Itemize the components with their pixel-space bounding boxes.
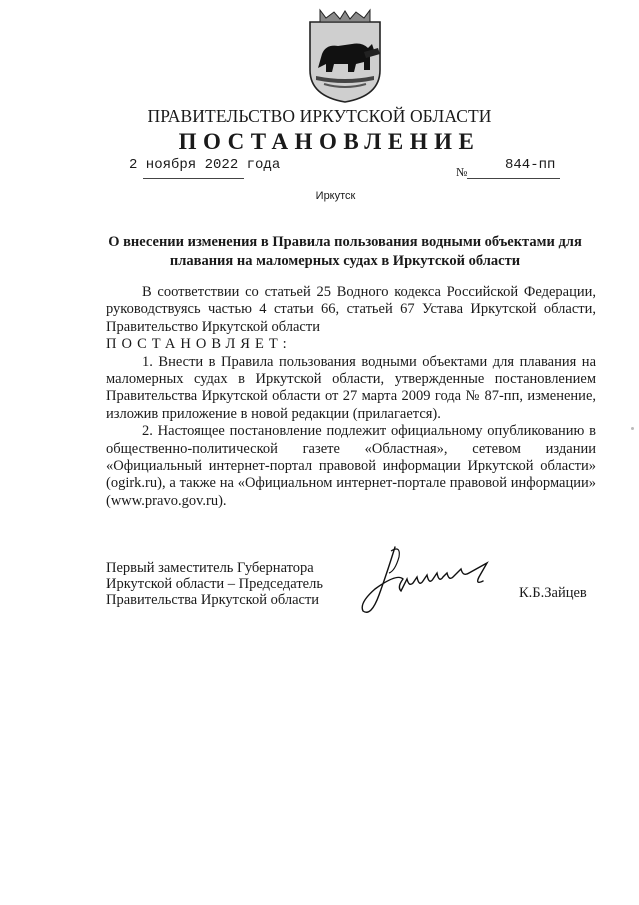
city-label: Иркутск: [315, 190, 356, 202]
resolve-heading: ПОСТАНОВЛЯЕТ:: [106, 336, 292, 353]
title-line-2: плавания на маломерных судах в Иркутской области: [169, 253, 521, 269]
number-underline: [467, 178, 560, 179]
signer-name: К.Б.Зайцев: [519, 585, 587, 601]
document-number: 844-пп: [505, 157, 556, 173]
signer-position-line-3: Правительства Иркутской области: [106, 592, 320, 608]
document-type: ПОСТАНОВЛЕНИЕ: [178, 129, 481, 154]
number-sign: №: [456, 165, 468, 179]
scan-speck: [631, 427, 634, 430]
date-underline: [143, 178, 244, 179]
document-title: [90, 233, 600, 271]
preamble-paragraph: В соответствии со статьей 25 Водного кодекса Российской Федерации, руководствуясь частью 4 статьи 66, статьей 67 Устава Иркутской области, Правительство Иркутской области: [106, 284, 596, 335]
signer-position-line-1: Первый заместитель Губернатора: [106, 560, 314, 576]
handwritten-signature: [357, 543, 507, 625]
item-1-paragraph: 1. Внести в Правила пользования водными объектами для плавания на маломерных судах в Иркутской области, утвержденные постановлением Правительства Иркутской области от 27 марта 2009 года № 87-пп, изменение, изложив приложение в новой редакции (прилагается).: [106, 353, 596, 422]
signer-position-line-2: Иркутской области – Председатель: [106, 576, 323, 592]
organization-name: ПРАВИТЕЛЬСТВО ИРКУТСКОЙ ОБЛАСТИ: [147, 106, 492, 126]
document-body: [106, 284, 596, 510]
signer-position: [106, 560, 323, 608]
coat-of-arms-emblem: [304, 8, 386, 104]
item-2-paragraph: 2. Настоящее постановление подлежит официальному опубликованию в общественно-политической газете «Областная», сетевом издании «Официальный интернет-портал правовой информации Иркутской области» (ogirk.ru), а также на «Официальном интернет-портале правовой информации» (www.pravo.gov.ru).: [106, 423, 596, 509]
document-date: 2 ноября 2022 года: [129, 157, 281, 173]
title-line-1: О внесении изменения в Правила пользования водными объектами для: [108, 234, 582, 250]
